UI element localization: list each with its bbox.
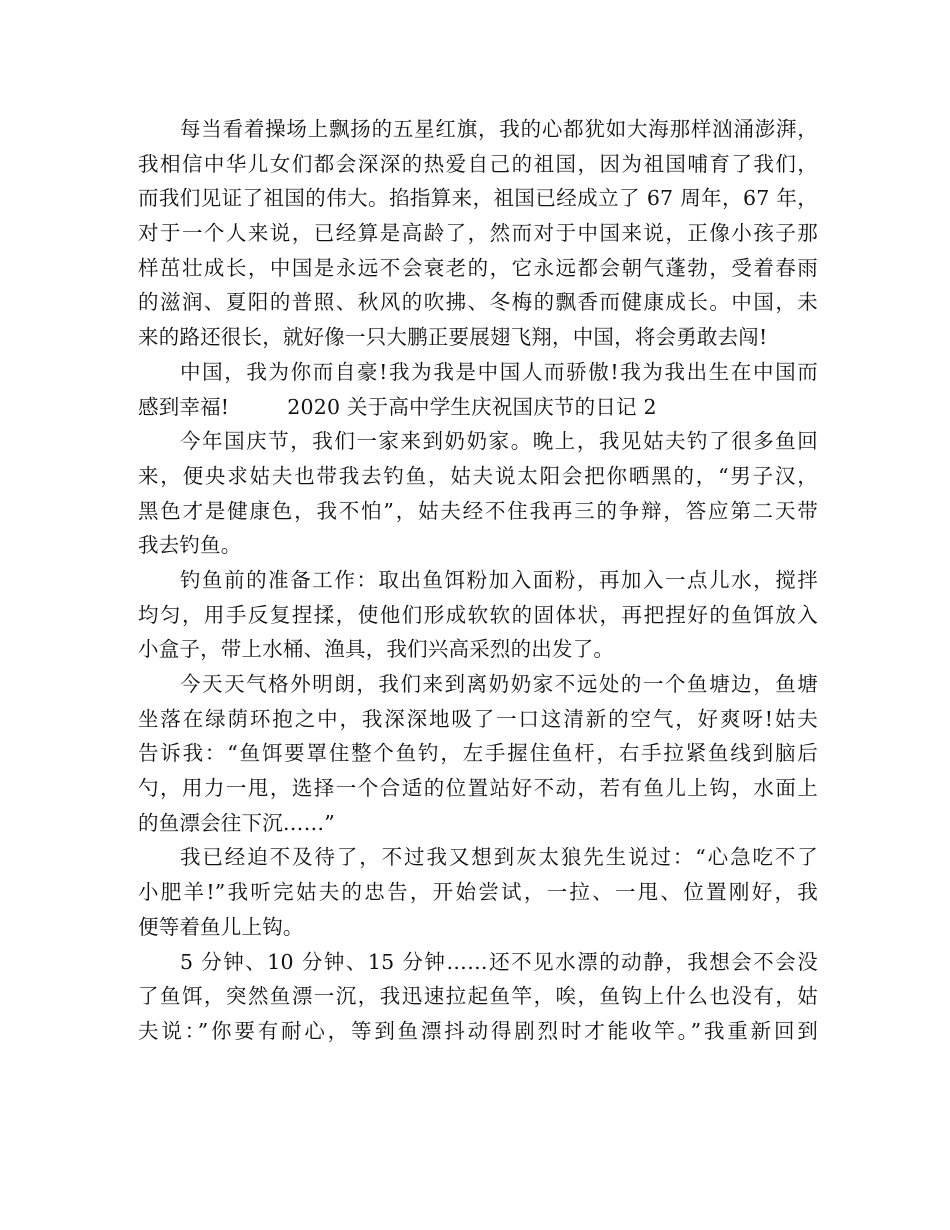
text-line: 对于一个人来说，已经算是高龄了，然而对于中国来说，正像小孩子那	[138, 221, 818, 246]
text-line	[138, 390, 818, 425]
text-line: 夫说：”你要有耐心，等到鱼漂抖动得剧烈时才能收竿。”我重新回到	[138, 1018, 818, 1043]
text-line: 均匀，用手反复捏揉，使他们形成软软的固体状，再把捏好的鱼饵放入	[138, 602, 818, 627]
text-line: 5 分钟、10 分钟、15 分钟……还不见水漂的动静，我想会不会没	[180, 949, 818, 974]
text-line: 小盒子，带上水桶、渔具，我们兴高采烈的出发了。	[138, 637, 615, 662]
text-line: 我已经迫不及待了，不过我又想到灰太狼先生说过：“心急吃不了	[180, 845, 818, 870]
text-line: 我去钓鱼。	[138, 533, 242, 558]
text-line: 小肥羊!”我听完姑夫的忠告，开始尝试，一拉、一甩、位置刚好，我	[138, 880, 818, 905]
text-line: 的滋润、夏阳的普照、秋风的吹拂、冬梅的飘香而健康成长。中国，未	[138, 290, 818, 315]
text-line: 今年国庆节，我们一家来到奶奶家。晚上，我见姑夫钓了很多鱼回	[180, 429, 818, 454]
document-body	[138, 112, 818, 1049]
text-line: 今天天气格外明朗，我们来到离奶奶家不远处的一个鱼塘边，鱼塘	[180, 672, 818, 696]
text-line: 的鱼漂会往下沉……”	[138, 810, 335, 835]
text-line: 了鱼饵，突然鱼漂一沉，我迅速拉起鱼竿，唉，鱼钩上什么也没有，姑	[138, 984, 818, 1009]
diary-title: 2020 关于高中学生庆祝国庆节的日记 2	[287, 394, 657, 419]
text-line: 样茁壮成长，中国是永远不会衰老的，它永远都会朝气蓬勃，受着春雨	[138, 255, 818, 280]
text-line: 而我们见证了祖国的伟大。掐指算来，祖国已经成立了 67 周年，67 年，	[138, 186, 818, 211]
text-line: 坐落在绿荫环抱之中，我深深地吸了一口这清新的空气，好爽呀!姑夫	[138, 706, 818, 731]
text-line: 我相信中华儿女们都会深深的热爱自己的祖国，因为祖国哺育了我们，	[138, 151, 818, 176]
text-line: 钓鱼前的准备工作：取出鱼饵粉加入面粉，再加入一点儿水，搅拌	[180, 567, 818, 592]
text-line: 便等着鱼儿上钩。	[138, 914, 304, 939]
text-fragment: 感到幸福!	[138, 394, 230, 419]
text-line: 告诉我：“鱼饵要罩住整个鱼钓，左手握住鱼杆，右手拉紧鱼线到脑后	[138, 741, 818, 766]
text-line: 来的路还很长，就好像一只大鹏正要展翅飞翔，中国，将会勇敢去闯!	[138, 325, 768, 350]
text-line: 勺，用力一甩，选择一个合适的位置站好不动，若有鱼儿上钩，水面上	[138, 776, 818, 801]
text-line: 来，便央求姑夫也带我去钓鱼，姑夫说太阳会把你晒黑的，“男子汉，	[138, 463, 818, 488]
text-line: 每当看着操场上飘扬的五星红旗，我的心都犹如大海那样汹涌澎湃，	[180, 117, 818, 141]
text-line: 中国，我为你而自豪!我为我是中国人而骄傲!我为我出生在中国而	[180, 359, 818, 384]
text-line: 黑色才是健康色，我不怕”，姑夫经不住我再三的争辩，答应第二天带	[138, 498, 818, 523]
